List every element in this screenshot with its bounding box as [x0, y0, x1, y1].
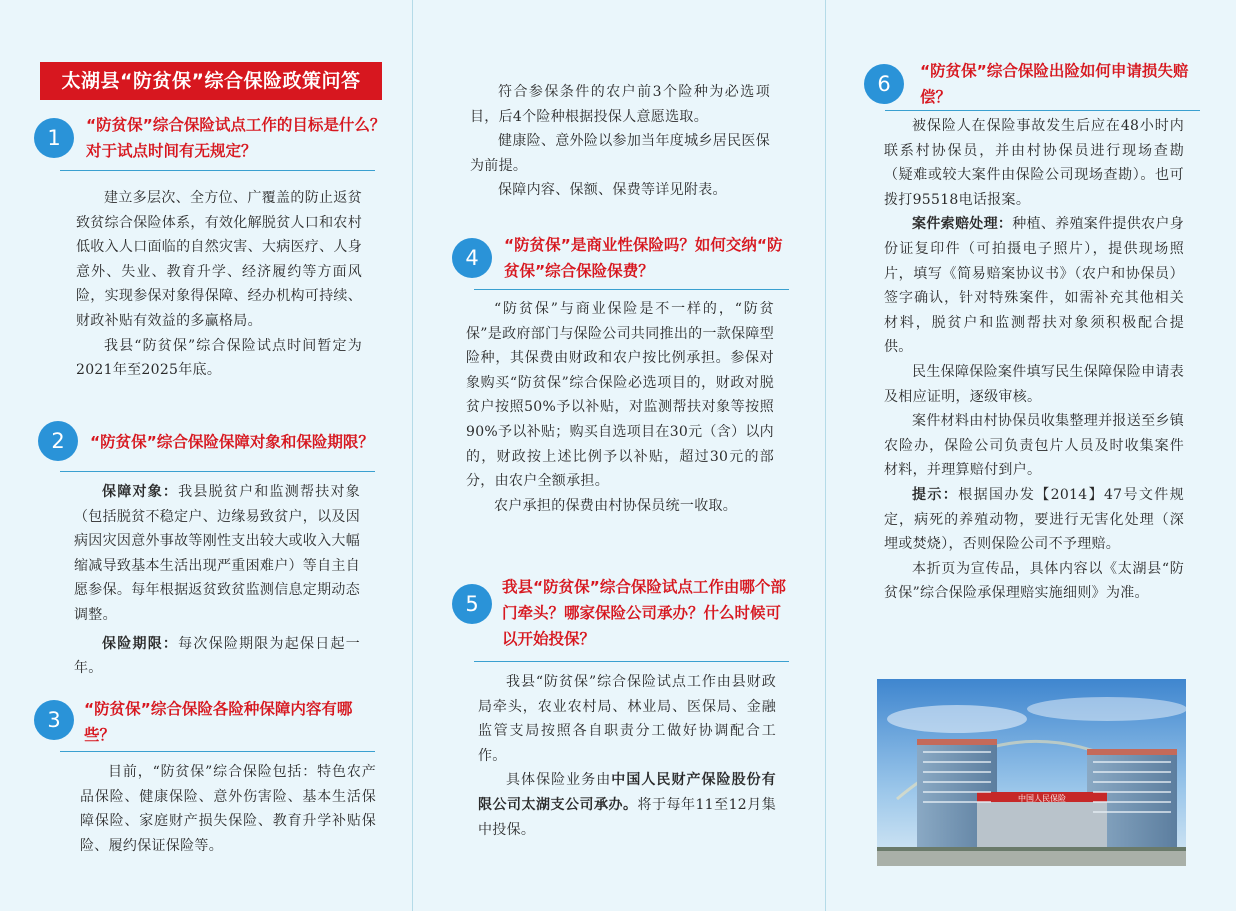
insurer-name: 中国人民财产保险股份有限公司太湖支公司承办。	[478, 772, 776, 813]
paragraph: 我县脱贫户和监测帮扶对象（包括脱贫不稳定户、边缘易致贫户，以及因病因灾因意外事故等刚性支出较大或收入大幅缩减导致基本生活出现严重困难户）等自主自愿参保。每年根据返贫致贫监测信息定期动态调整。	[74, 484, 360, 623]
answer-5	[478, 670, 776, 842]
paragraph: 将于每年11至12月集中投保。	[478, 796, 776, 838]
divider	[60, 471, 375, 472]
question-6-title: “防贫保”综合保险出险如何申请损失赔偿？	[920, 62, 1189, 106]
paragraph: 目前，“防贫保”综合保险包括：特色农产品保险、健康保险、意外伤害险、基本生活保障保险、家庭财产损失保险、教育升学补贴保险、履约保证保险等。	[80, 764, 376, 854]
question-3-title: “防贫保”综合保险各险种保障内容有哪些？	[84, 700, 353, 744]
question-1-title: “防贫保”综合保险试点工作的目标是什么？对于试点时间有无规定？	[86, 116, 386, 160]
question-4-title: “防贫保”是商业性保险吗？如何交纳“防贫保”综合保险保费？	[504, 236, 783, 280]
paragraph: 我县“防贫保”综合保险试点工作由县财政局牵头，农业农村局、林业局、医保局、金融监管支局按照各自职责分工做好协调配合工作。	[478, 674, 776, 764]
fold-line	[825, 0, 826, 911]
paragraph: 案件材料由村协保员收集整理并报送至乡镇农险办，保险公司负责包片人员及时收集案件材料，并理算赔付到户。	[884, 413, 1184, 479]
office-building-photo	[877, 679, 1186, 866]
paragraph: 建立多层次、全方位、广覆盖的防止返贫致贫综合保险体系，有效化解脱贫人口和农村低收入人口面临的自然灾害、大病医疗、人身意外、失业、教育升学、经济履约等方面风险，实现参保对象得保障、经办机构可持续、财政补贴有效益的多赢格局。	[76, 190, 362, 329]
label-tip: 提示：	[912, 486, 959, 503]
question-number-badge: 6	[864, 64, 904, 104]
paragraph: 种植、养殖案件提供农户身份证复印件（可拍摄电子照片），提供现场照片，填写《简易赔案协议书》（农户和协保员）签字确认，针对特殊案件，如需补充其他相关材料，脱贫户和监测帮扶对象须积极配合提供。	[884, 216, 1184, 356]
paragraph: 每次保险期限为起保日起一年。	[74, 635, 360, 677]
divider	[474, 661, 789, 662]
paragraph: 具体保险业务由	[506, 772, 612, 789]
question-2-title: “防贫保”综合保险保障对象和保险期限？	[90, 433, 374, 451]
answer-1	[76, 186, 362, 383]
answer-2	[74, 480, 360, 681]
answer-3-part-1	[80, 760, 376, 858]
divider	[60, 751, 375, 752]
paragraph: 根据国办发【2014】47号文件规定，病死的养殖动物，要进行无害化处理（深埋或焚烧），否则保险公司不予理赔。	[884, 486, 1184, 553]
label-claim-handling: 案件索赔处理：	[912, 216, 1013, 233]
paragraph: 本折页为宣传品，具体内容以《太湖县“防贫保”综合保险承保理赔实施细则》为准。	[884, 560, 1184, 602]
question-number-badge: 3	[34, 700, 74, 740]
paragraph: 我县“防贫保”综合保险试点时间暂定为2021年至2025年底。	[76, 337, 362, 379]
paragraph: 符合参保条件的农户前3个险种为必选项目，后4个险种根据投保人意愿选取。	[470, 84, 770, 125]
answer-4	[466, 297, 774, 518]
divider	[885, 110, 1200, 111]
paragraph: 健康险、意外险以参加当年度城乡居民医保为前提。	[470, 133, 770, 174]
paragraph: 农户承担的保费由村协保员统一收取。	[494, 497, 738, 514]
paragraph: 民生保障保险案件填写民生保障保险申请表及相应证明，逐级审核。	[884, 363, 1184, 405]
answer-6	[884, 114, 1184, 606]
answer-3-part-2	[470, 80, 770, 203]
label-coverage-target: 保障对象：	[102, 484, 179, 500]
paragraph: 保障内容、保额、保费等详见附表。	[498, 182, 727, 199]
question-5-title: 我县“防贫保”综合保险试点工作由哪个部门牵头？哪家保险公司承办？什么时候可以开始投保？	[502, 578, 786, 648]
fold-line	[412, 0, 413, 911]
question-number-badge: 5	[452, 584, 492, 624]
question-number-badge: 1	[34, 118, 74, 158]
building-sign: 中国人民保险	[1018, 794, 1066, 803]
paragraph: 被保险人在保险事故发生后应在48小时内联系村协保员，并由村协保员进行现场查勘（疑难或较大案件由保险公司现场查勘）。也可拨打95518电话报案。	[884, 118, 1184, 208]
page-title: 太湖县“防贫保”综合保险政策问答	[40, 62, 382, 100]
question-number-badge: 4	[452, 238, 492, 278]
paragraph: “防贫保”与商业保险是不一样的，“防贫保”是政府部门与保险公司共同推出的一款保障型险种，其保费由财政和农户按比例承担。参保对象购买“防贫保”综合保险必选项目的，财政对脱贫户按照50%予以补贴，对监测帮扶对象等按照90%予以补贴；购买自选项目在30元（含）以内的，财政按上述比例予以补贴，超过30元的部分，由农户全额承担。	[466, 301, 774, 490]
divider	[60, 170, 375, 171]
divider	[474, 289, 789, 290]
label-coverage-period: 保险期限：	[102, 635, 179, 652]
question-number-badge: 2	[38, 421, 78, 461]
